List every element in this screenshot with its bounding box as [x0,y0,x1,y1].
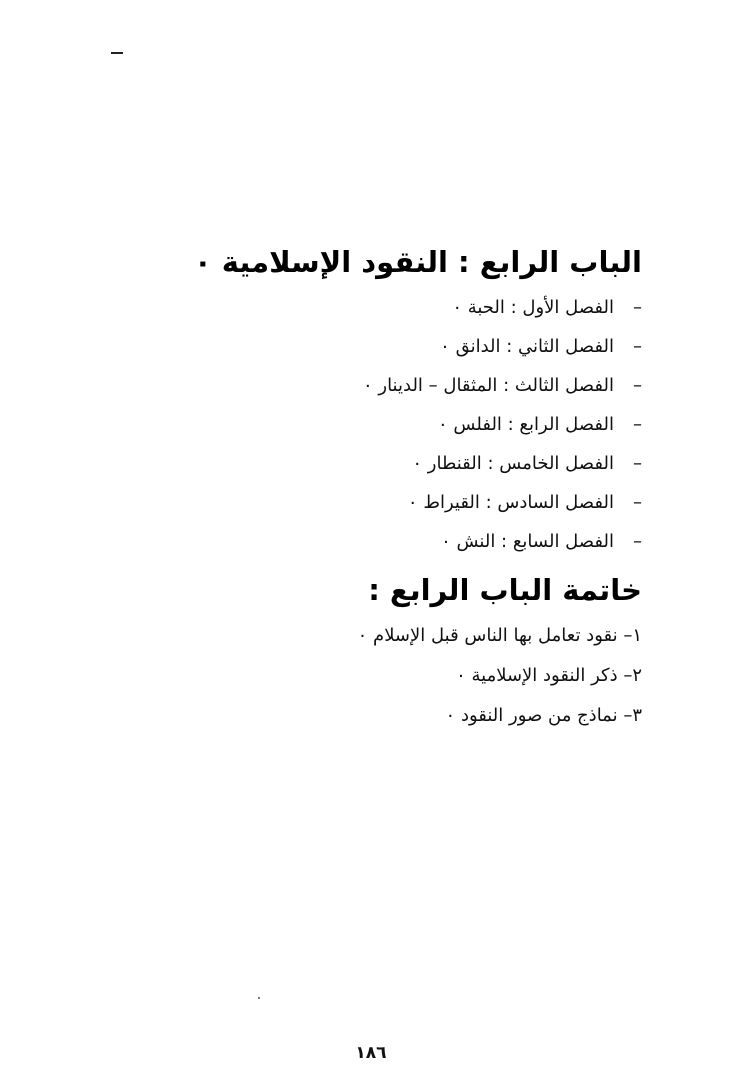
chapter-label: الفصل الرابع : الفلس ٠ [438,414,614,435]
chapter-bullet: – [633,297,642,318]
chapter-bullet: – [633,336,642,357]
chapter-item [363,374,642,398]
conclusion-item: ٣– نماذج من صور النقود ٠ [445,705,642,726]
chapter-label: الفصل الخامس : القنطار ٠ [412,453,614,474]
chapter-list [242,296,642,556]
chapter-bullet: – [633,453,642,474]
conclusion-list [242,624,642,734]
page-number: ١٨٦ [355,1043,387,1063]
chapter-item [412,452,642,476]
chapter-item [408,491,642,515]
chapter-item [440,335,642,359]
chapter-label: الفصل السادس : القيراط ٠ [407,492,614,513]
page-mark [111,52,123,54]
chapter-bullet: – [633,414,642,435]
chapter-item [452,296,642,320]
chapter-bullet: – [633,375,642,396]
conclusion-item: ٢– ذكر النقود الإسلامية ٠ [456,665,642,686]
chapter-bullet: – [633,492,642,513]
chapter-item [441,530,642,554]
part-heading: الباب الرابع : النقود الإسلامية ٠ [193,245,642,279]
conclusion-item: ١– نقود تعامل بها الناس قبل الإسلام ٠ [357,625,642,646]
chapter-bullet: – [633,531,642,552]
chapter-label: الفصل الثاني : الدانق ٠ [440,336,614,357]
page-speck [258,997,260,999]
chapter-item [438,413,642,437]
chapter-label: الفصل الأول : الحبة ٠ [452,297,614,318]
chapter-label: الفصل الثالث : المثقال – الدينار ٠ [362,375,614,396]
conclusion-heading: خاتمة الباب الرابع : [368,573,642,607]
chapter-label: الفصل السابع : النش ٠ [441,531,614,552]
